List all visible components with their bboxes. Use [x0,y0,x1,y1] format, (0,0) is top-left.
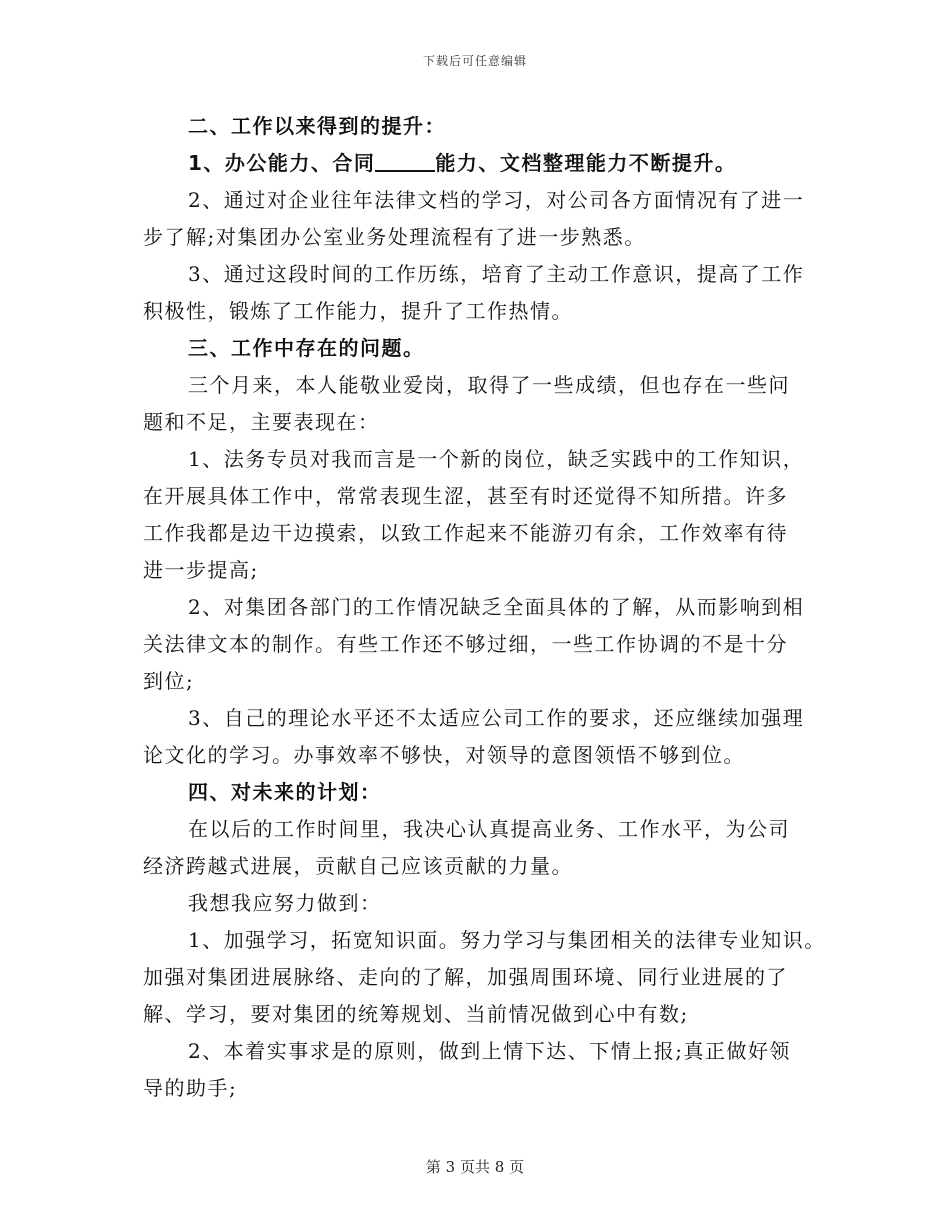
section-2-item-1 [143,145,813,182]
paragraph-line: 1、加强学习，拓宽知识面。努力学习与集团相关的法律专业知识。 [188,928,826,952]
paragraph-line: 解、学习，要对集团的统筹规划、当前情况做到心中有数; [143,1002,689,1026]
paragraph-line: 论文化的学习。办事效率不够快，对领导的意图领悟不够到位。 [143,743,745,767]
paragraph-line: 在以后的工作时间里，我决心认真提高业务、工作水平，为公司 [188,817,790,841]
page-header: 下载后可任意编辑 [422,54,527,68]
paragraph-line: 3、通过这段时间的工作历练，培育了主动工作意识，提高了工作 [188,262,805,286]
paragraph-line: 2、对集团各部门的工作情况缺乏全面具体的了解，从而影响到相 [188,595,805,619]
fill-in-blank [375,150,435,172]
paragraph-line: 2、本着实事求是的原则，做到上情下达、下情上报;真正做好领 [188,1039,791,1063]
paragraph-line: 加强对集团进展脉络、走向的了解，加强周围环境、同行业进展的了 [143,965,788,989]
item-1-text-a: 1、办公能力、合同 [188,151,376,175]
section-heading-2: 二、工作以来得到的提升： [188,114,446,138]
section-heading-3: 三、工作中存在的问题。 [188,336,425,360]
paragraph-line: 关法律文本的制作。有些工作还不够过细，一些工作协调的不是十分 [143,632,788,656]
document-body [143,108,826,1107]
paragraph-line: 在开展具体工作中，常常表现生涩，甚至有时还觉得不知所措。许多 [143,484,788,508]
item-1-text-b: 能力、文档整理能力不断提升。 [435,151,737,175]
paragraph-line: 积极性，锻炼了工作能力，提升了工作热情。 [143,299,573,323]
paragraph-line: 到位; [143,669,195,693]
paragraph-line: 步了解;对集团办公室业务处理流程有了进一步熟悉。 [143,225,646,249]
page-footer: 第 3 页共 8 页 [425,1158,525,1176]
section-heading-4: 四、对未来的计划： [188,780,382,804]
paragraph-line: 题和不足，主要表现在： [143,410,380,434]
paragraph-line: 进一步提高; [143,558,259,582]
paragraph-line: 2、通过对企业往年法律文档的学习，对公司各方面情况有了进一 [188,188,805,212]
paragraph-line: 我想我应努力做到： [188,891,382,915]
paragraph-line: 导的助手; [143,1076,238,1100]
paragraph-line: 3、自己的理论水平还不太适应公司工作的要求，还应继续加强理 [188,706,805,730]
paragraph-line: 经济跨越式进展，贡献自己应该贡献的力量。 [143,854,573,878]
paragraph-line: 1、法务专员对我而言是一个新的岗位，缺乏实践中的工作知识， [188,447,805,471]
paragraph-line: 工作我都是边干边摸索，以致工作起来不能游刃有余，工作效率有待 [143,521,788,545]
paragraph-line: 三个月来，本人能敬业爱岗，取得了一些成绩，但也存在一些问 [188,373,790,397]
